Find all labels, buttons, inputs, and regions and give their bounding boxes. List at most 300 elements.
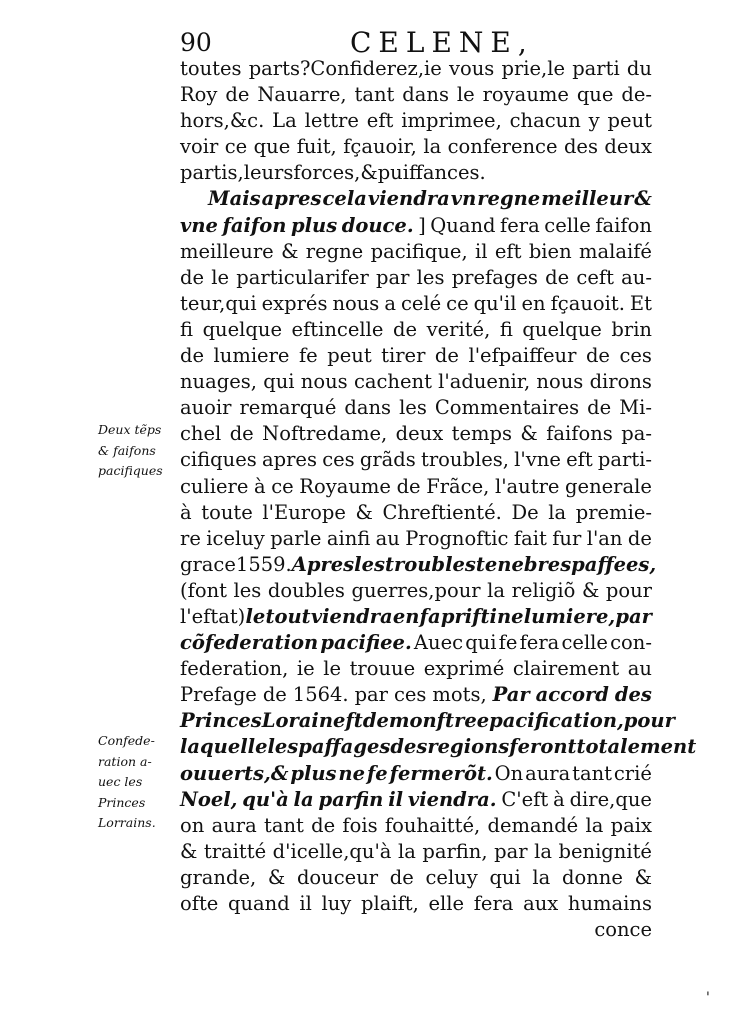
word: la [293,787,314,811]
word: lumiere, [523,604,616,628]
word: les [399,396,427,420]
word: nuages, [180,370,257,394]
word: lumiere [213,344,290,368]
word: à [180,500,192,524]
word: en [521,291,546,315]
word: viendra. [407,787,497,811]
text-line [180,108,652,134]
word: toutes [180,57,242,80]
text-line [180,552,657,578]
word: pa- [621,422,652,446]
word: tant [354,83,395,107]
text-line [180,421,652,447]
text-line [180,239,652,265]
word: auoir [180,396,232,420]
word: la [585,813,604,837]
word: de [389,865,414,889]
word: Roy [180,83,218,107]
word: eft [494,239,522,263]
word: elle [428,892,465,915]
marginal-note-line: Lorrains. [98,815,156,830]
word: qui [489,865,521,889]
text-line [180,839,652,865]
word: Chreftienté. [382,500,502,524]
word: dans [402,83,449,107]
word: le [211,265,230,289]
word: Princes [180,709,262,733]
catchword: conce [594,918,652,942]
word: de [180,344,205,368]
word: conference [447,135,558,159]
word: ces [619,344,652,368]
word: l'efpaiffeur [468,344,577,368]
word: la [548,500,567,524]
word: d'icelle,qu'à [272,839,392,863]
word: cachent [353,370,432,394]
word: regions [427,735,510,759]
word: que [253,135,291,159]
text-line [180,369,652,395]
word: ofte [180,892,219,915]
word: cela [322,187,367,211]
text-line [180,682,652,708]
text-line [180,447,652,473]
word: generale [565,474,652,498]
word: qu'à [242,787,289,811]
word: forces,& [293,161,378,185]
word: qui [263,370,295,394]
word: fermerõt. [389,761,493,785]
word: Lorain [261,709,333,733]
word: parle [270,526,322,550]
word: eftincelle [291,317,384,341]
word: de [434,344,459,368]
word: de [180,265,205,289]
word: leurs [243,161,294,185]
word: l'aduenir, [438,370,531,394]
word: De [511,500,539,524]
word: aux [523,892,559,915]
word: On [494,761,524,785]
text-line [180,787,652,813]
word: paix [610,813,652,837]
word: les [233,578,262,602]
word: par [354,683,389,707]
word: benignité [558,839,652,863]
word: tant [263,813,304,837]
word: re [180,526,201,550]
word: C'eft [501,787,549,811]
word: parfin [318,787,384,811]
word: celle [544,213,591,237]
text-line [180,82,652,108]
word: iceluy [206,526,265,550]
text-line [180,134,652,160]
word: à [553,787,565,811]
word: meilleure [180,239,274,263]
word: fe [298,344,318,368]
word: que [576,83,614,107]
word: faifon [595,213,652,237]
word: & [581,578,600,602]
word: fi [499,317,513,341]
text-line [180,891,652,917]
text-line [180,630,652,656]
word: du [626,57,652,80]
word: & [355,500,373,524]
text-line [180,317,652,343]
word: Commentaires [434,396,580,420]
main-text [180,56,697,943]
word: chacun [509,109,581,133]
word: & [281,239,299,263]
word: cifiques [180,448,257,472]
text-line [180,500,652,526]
word: des [614,683,652,707]
word: douce. [341,213,414,237]
word: aura [211,813,257,837]
word: troubles, [421,448,509,472]
word: Noftredame, [262,422,388,446]
word: remarqué [239,396,337,420]
word: Prefage [180,683,257,707]
word: con- [610,631,652,655]
word: Quand [430,213,496,237]
word: doubles [267,578,345,602]
word: fçauoir, [343,135,417,159]
word: de [229,422,254,446]
word: regne [305,239,364,263]
word: eft [566,448,593,472]
word: il [475,239,488,263]
word: pacification,pour [489,709,675,733]
word: & [267,865,286,889]
word: dans [344,396,392,420]
word: ces [322,448,355,472]
word: nous [300,370,348,394]
word: par [615,604,652,628]
word: l'vne [514,448,561,472]
word: fera [473,892,514,915]
word: priftine [440,604,524,628]
page-number: 90 [180,28,212,57]
word: tenebres [475,552,572,576]
word: ie [296,657,315,681]
word: pour [605,578,652,602]
text-line [180,526,652,552]
marginal-note-deux-temps [98,420,176,482]
word: au [375,526,400,550]
word: Mais [208,187,261,211]
word: les [267,735,299,759]
word: Frãce, [426,474,490,498]
word: deux [604,135,652,159]
text-line [180,708,675,734]
word: ouuerts,& [180,761,289,785]
word: à [253,474,266,498]
word: dire,que [569,787,652,811]
text-line [180,474,652,500]
word: imprimee, [401,109,502,133]
word: federation, [180,657,289,681]
marginal-note-line: ration a- [98,753,152,769]
page-header [180,26,660,60]
word: bien [528,239,572,263]
word: qu'il [473,291,517,315]
text-line [180,265,652,291]
word: de [225,83,250,107]
word: culiere [180,474,249,498]
word: donne [561,865,623,889]
word: brin [611,317,652,341]
word: demonftree [362,709,490,733]
word: pacifiee. [320,631,412,655]
word: trouue [349,657,416,681]
word: l'autre [494,474,560,498]
word: lettre [304,109,359,133]
word: peut [327,344,372,368]
word: de- [621,83,652,107]
word: de [545,265,570,289]
word: tirer [381,344,426,368]
word: de [585,344,610,368]
word: de [262,683,287,707]
word: grãds [359,448,416,472]
text-line [180,56,652,82]
word: plus [290,761,337,785]
word: des [563,135,598,159]
text-line [180,813,652,839]
word: ce [271,474,294,498]
catchword-line [180,917,652,943]
marginal-note-line: Deux tẽps [98,422,162,437]
word: de [311,813,336,837]
word: Nauarre, [257,83,347,107]
word: le [456,83,475,107]
word: fi [180,317,194,341]
corner-mark: ' [706,990,710,1006]
word: cõfederation [180,631,319,655]
word: toute [201,500,253,524]
text-line [180,734,697,760]
marginal-note-line: Confede- [98,733,155,748]
word: les [416,265,445,289]
word: exprimé [423,657,505,681]
word: paffees, [571,552,657,576]
word: par [494,839,528,863]
word: au [627,657,652,681]
word: vne [180,213,218,237]
word: l'Europe [262,500,346,524]
word: fe [498,631,518,655]
word: & [634,865,652,889]
word: fera [519,631,560,655]
word: la [423,135,442,159]
word: ceft [576,265,614,289]
word: les [354,552,385,576]
word: humains [567,892,652,915]
word: demandé [487,813,579,837]
text-line [180,343,652,369]
word: a [384,291,396,315]
text-line [180,291,652,317]
word: feront [509,735,577,759]
word: Apres [291,552,355,576]
marginal-note-line: uec les [98,774,143,789]
word: la [487,578,506,602]
word: eft [333,709,363,733]
word: au- [621,265,652,289]
word: des [390,735,428,759]
word: l'eftat) [180,604,246,628]
word: l'an [586,526,623,550]
word: celuy [425,865,478,889]
word: ne [338,761,365,785]
word: plus [291,213,338,237]
word: le [323,657,341,681]
word: parti [572,57,620,80]
word: ] [418,213,426,237]
word: fe [366,761,388,785]
marginal-note-line: & faifons [98,442,156,458]
word: & [634,187,652,211]
word: prie,le [501,57,566,80]
word: vn [450,187,477,211]
word: dirons [589,370,652,394]
word: peut [607,109,652,133]
word: de [627,526,652,550]
word: temps [451,422,512,446]
word: ce [224,135,248,159]
word: fois [342,813,378,837]
word: Auec [413,631,464,655]
word: puiffances. [377,161,486,185]
word: tout [265,604,311,628]
word: grace [180,552,236,576]
word: traitté [203,839,267,863]
text-line [180,865,652,891]
word: parti- [597,448,652,472]
word: viendra [367,187,450,211]
word: fera [500,213,540,237]
word: guerres,pour [351,578,481,602]
marginal-note-confederation [98,731,176,834]
word: mots, [432,683,487,707]
word: tant [572,761,612,785]
text-line [180,186,652,212]
word: prefages [451,265,538,289]
word: en [392,604,420,628]
word: fa [419,604,441,628]
word: royaume [482,83,569,107]
word: exprés [261,291,328,315]
text-line [180,761,652,787]
word: ce [446,291,469,315]
word: La [272,109,297,133]
word: (font [180,578,227,602]
word: malaifé [579,239,652,263]
word: verité, [426,317,491,341]
word: partis, [180,161,244,185]
word: nous [332,291,380,315]
word: eft [366,109,394,133]
text-line [180,656,652,682]
word: fuit, [296,135,337,159]
word: Royaume [299,474,391,498]
word: faifons [546,422,613,446]
text-line [180,395,652,421]
word: vous [448,57,495,80]
word: la [534,839,552,863]
word: nous [536,370,584,394]
word: deux [395,422,444,446]
word: apres [261,448,317,472]
word: grande, [180,865,257,889]
word: il [299,892,312,915]
word: viendra [310,604,393,628]
word: Noel, [180,787,238,811]
word: ces [393,683,427,707]
word: de [396,474,421,498]
word: laquelle [180,735,268,759]
word: parts?Confiderez,ie [248,57,442,80]
word: totalement [576,735,697,759]
word: celle [561,631,608,655]
word: le [245,604,266,628]
word: y [588,109,600,133]
word: plaift, [360,892,419,915]
word: fur [552,526,582,550]
word: fçauoit. [550,291,625,315]
word: quelque [202,317,282,341]
word: fait [513,526,547,550]
marginal-note-line: pacifiques [98,463,163,478]
word: parfin, [422,839,488,863]
word: la [532,865,551,889]
word: quelque [522,317,602,341]
word: meilleur [541,187,634,211]
text-line [180,578,652,604]
word: 1564. [292,683,349,707]
word: Par [492,683,530,707]
word: chel [180,422,222,446]
word: celé [400,291,442,315]
word: Et [629,291,652,315]
word: douceur [296,865,379,889]
text-line [180,213,652,239]
word: Mi- [619,396,652,420]
word: la [397,839,416,863]
word: aura [525,761,571,785]
word: Prognoftic [405,526,509,550]
word: clairement [512,657,620,681]
word: & [180,839,198,863]
word: premie- [575,500,652,524]
word: crié [613,761,652,785]
word: de [587,396,612,420]
word: il [388,787,404,811]
word: regne [477,187,541,211]
word: on [180,813,205,837]
word: particularifer [236,265,369,289]
word: religiõ [511,578,576,602]
word: troubles [384,552,476,576]
word: luy [321,892,352,915]
marginal-note-line: Princes [98,794,146,810]
word: apres [261,187,322,211]
word: 1559. [235,552,292,576]
word: par [376,265,410,289]
